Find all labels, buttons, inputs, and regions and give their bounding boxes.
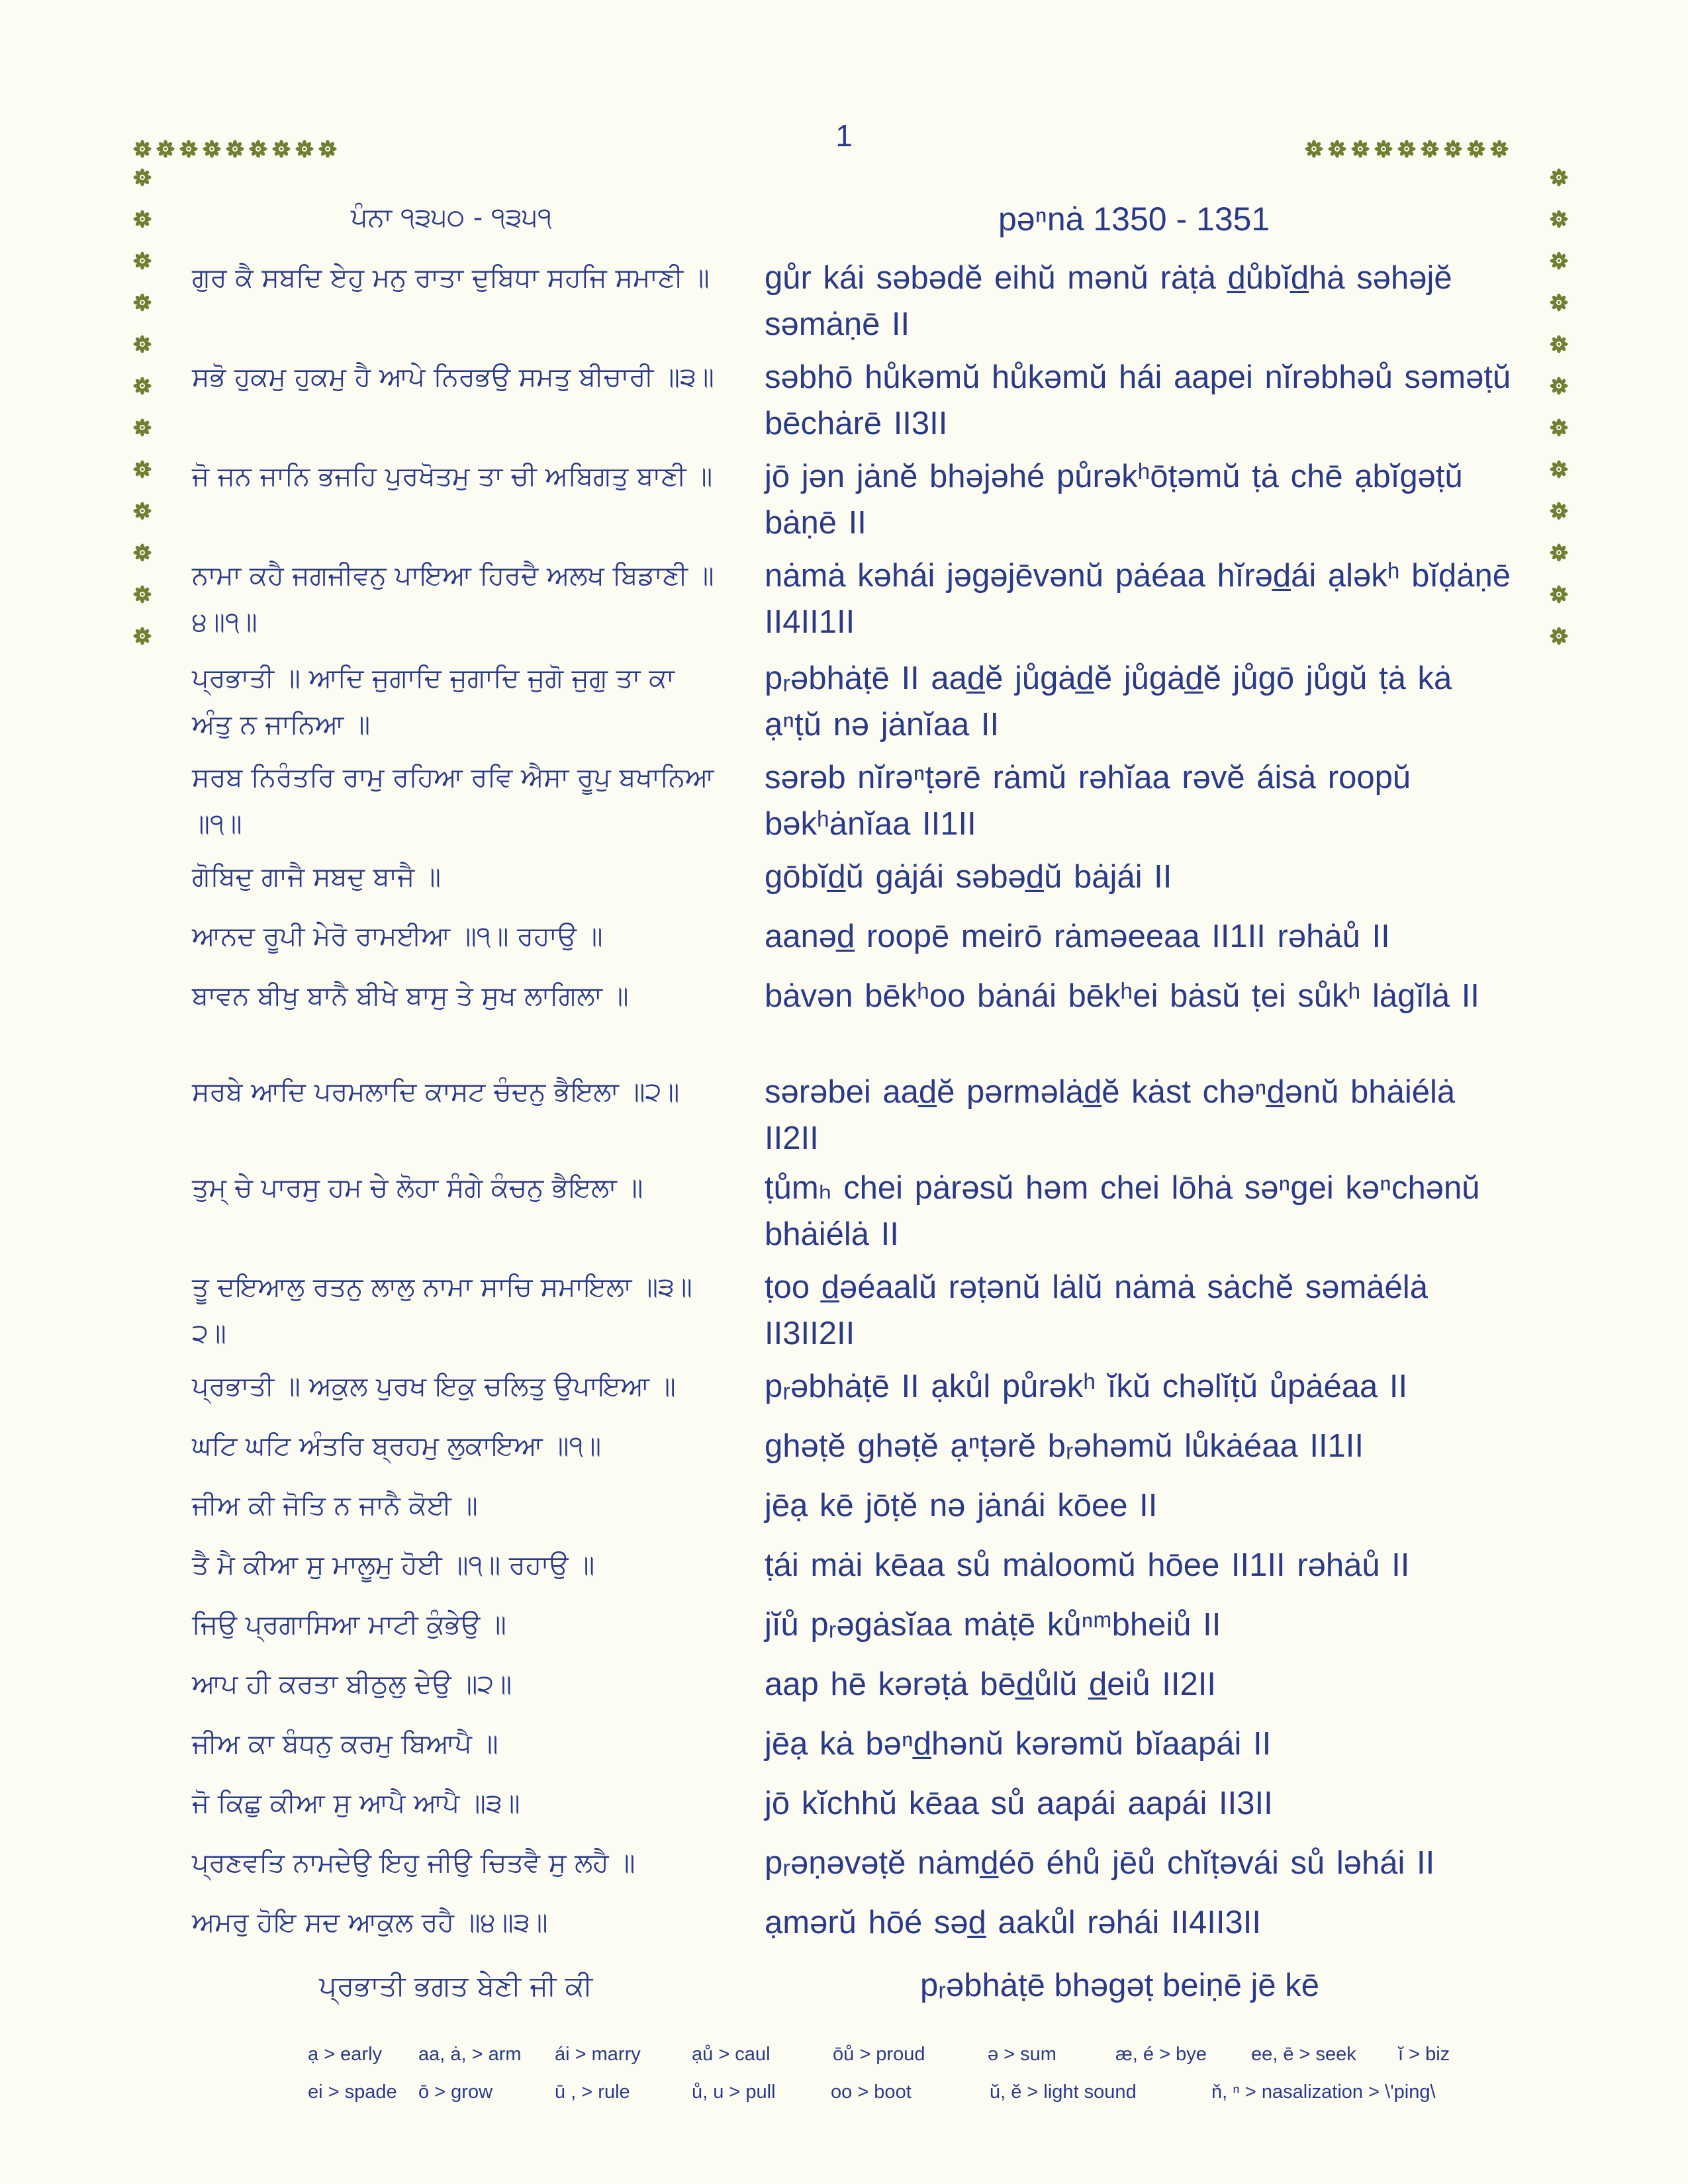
flower-ornament-icon xyxy=(1550,627,1568,645)
flower-ornament-icon xyxy=(133,627,152,645)
transliteration-text: gōbĭd̲ŭ gȧjái səbəd̲ŭ bȧjái II xyxy=(765,859,1172,895)
gurmukhi-text: ਆਨਦ ਰੂਪੀ ਮੇਰੋ ਰਾਮਈਆ ॥੧॥ ਰਹਾਉ ॥ xyxy=(192,921,603,952)
flower-ornament-icon xyxy=(318,140,337,158)
gurmukhi-text: ਅਮਰੁ ਹੋਇ ਸਦ ਆਕੁਲ ਰਹੈ ॥੪॥੩॥ xyxy=(192,1907,548,1938)
page-heading xyxy=(0,199,1688,245)
gurmukhi-text: ਗੁਰ ਕੈ ਸਬਦਿ ਏਹੁ ਮਨੁ ਰਾਤਾ ਦੁਬਿਧਾ ਸਹਜਿ ਸਮਾਣੀ ॥ xyxy=(192,263,710,293)
flower-ornament-icon xyxy=(1328,140,1346,158)
legend-item: ōů > proud xyxy=(833,2044,925,2065)
transliteration-text: jō jən jȧnĕ bhəjəhé půrəkʰōṭəmŭ ṭȧ chē ạbĭgəṭŭ bȧṇē II xyxy=(765,459,1463,541)
flower-ornament-icon xyxy=(156,140,175,158)
legend-item: ō > grow xyxy=(418,2081,493,2103)
flower-ornament-icon xyxy=(1490,140,1509,158)
transliteration-text: ṭái mȧi kēaa sů mȧloomŭ hōee II1II rəhȧů II xyxy=(765,1547,1410,1583)
flower-ornament-icon xyxy=(1550,377,1568,395)
gurmukhi-text: ਜਿਉ ਪ੍ਰਗਾਸਿਆ ਮਾਟੀ ਕੁੰਭੇਉ ॥ xyxy=(192,1610,506,1640)
legend-item: ạů > caul xyxy=(692,2044,771,2065)
flower-ornament-icon xyxy=(1550,502,1568,520)
pronunciation-legend-row-1 xyxy=(0,2044,1688,2070)
transliteration-text: jēạ kȧ bəⁿd̲hənŭ kərəmŭ bĭaapái II xyxy=(765,1726,1272,1762)
footer-title-gurmukhi: ਪ੍ਰਭਾਤੀ ਭਗਤ ਬੇਣੀ ਜੀ ਕੀ xyxy=(319,1970,593,2002)
flower-ornament-icon xyxy=(1550,168,1568,187)
legend-item: oo > boot xyxy=(831,2081,912,2103)
flower-ornament-icon xyxy=(1550,418,1568,437)
gurmukhi-text: ਪ੍ਰਭਾਤੀ ॥ ਆਦਿ ਜੁਗਾਦਿ ਜੁਗਾਦਿ ਜੁਗੋ ਜੁਗੁ ਤਾ ਕਾ ਅੰਤੁ ਨ ਜਾਨਿਆ ॥ xyxy=(192,663,675,740)
transliteration-text: ṭůmₕ chei pȧrəsŭ həm chei lōhȧ səⁿgei kəⁿchənŭ bhȧiélȧ II xyxy=(765,1170,1480,1252)
flower-ornament-icon xyxy=(203,140,221,158)
heading-gurmukhi: ਪੰਨਾ ੧੩੫੦ - ੧੩੫੧ xyxy=(351,203,552,233)
gurmukhi-text: ਤੁਮ੍ ਚੇ ਪਾਰਸੁ ਹਮ ਚੇ ਲੋਹਾ ਸੰਗੇ ਕੰਚਨੁ ਭੈਇਲਾ ॥ xyxy=(192,1173,643,1203)
flower-ornament-icon xyxy=(1550,293,1568,312)
transliteration-text: ṭoo d̲əéaalŭ rəṭənŭ lȧlŭ nȧmȧ sȧchĕ səmȧélȧ II3II2II xyxy=(765,1269,1428,1351)
transliteration-text: gůr kái səbədĕ eihŭ mənŭ rȧṭȧ d̲ůbĭd̲hȧ səhəjĕ səmȧṇē II xyxy=(765,260,1452,342)
legend-item: ů, u > pull xyxy=(692,2081,776,2103)
gurmukhi-text: ਜੀਅ ਕਾ ਬੰਧਨੁ ਕਰਮੁ ਬਿਆਪੈ ॥ xyxy=(192,1729,498,1759)
transliteration-text: pᵣəṇəvəṭĕ nȧmd̲éō éhů jēů chĭṭəvái sů ləhái II xyxy=(765,1845,1435,1881)
flower-ornament-icon xyxy=(1374,140,1393,158)
transliteration-text: jēạ kē jōṭĕ nə jȧnái kōee II xyxy=(765,1488,1158,1524)
flower-ornament-icon xyxy=(1444,140,1462,158)
transliteration-text: pᵣəbhȧṭē II ạkůl půrəkʰ ĭkŭ chəlĭṭŭ ůpȧéaa II xyxy=(765,1369,1408,1404)
flower-ornament-icon xyxy=(249,140,267,158)
flower-ornament-icon xyxy=(1550,543,1568,562)
legend-item: ū , > rule xyxy=(555,2081,630,2103)
flower-ornament-icon xyxy=(133,335,152,353)
flower-ornament-icon xyxy=(1305,140,1323,158)
flower-ornament-icon xyxy=(1550,460,1568,478)
legend-item: ei > spade xyxy=(308,2081,397,2103)
flower-ornament-icon xyxy=(179,140,198,158)
legend-item: ň, ⁿ > nasalization > \'ping\ xyxy=(1211,2081,1436,2103)
transliteration-text: səbhō hůkəmŭ hůkəmŭ hái aapei nĭrəbhəů səməṭŭ bēchȧrē II3II xyxy=(765,359,1511,441)
gurmukhi-text: ਪ੍ਰਣਵਤਿ ਨਾਮਦੇਉ ਇਹੁ ਜੀਉ ਚਿਤਵੈ ਸੁ ਲਹੈ ॥ xyxy=(192,1848,635,1878)
flower-ornament-icon xyxy=(1351,140,1370,158)
gurmukhi-text: ਸਰਬੇ ਆਦਿ ਪਰਮਲਾਦਿ ਕਾਸਟ ਚੰਦਨੁ ਭੈਇਲਾ ॥੨॥ xyxy=(192,1077,680,1107)
transliteration-text: aanəd̲ roopē meirō rȧməeeaa II1II rəhȧů II xyxy=(765,919,1390,954)
legend-item: ái > marry xyxy=(555,2044,641,2065)
flower-ornament-icon xyxy=(1397,140,1416,158)
gurmukhi-text: ਗੋਬਿਦੁ ਗਾਜੈ ਸਬਦੁ ਬਾਜੈ ॥ xyxy=(192,862,441,892)
gurmukhi-text: ਸਰਬ ਨਿਰੰਤਰਿ ਰਾਮੁ ਰਹਿਆ ਰਵਿ ਐਸਾ ਰੂਪੁ ਬਖਾਨਿਆ ॥੧॥ xyxy=(192,762,714,839)
transliteration-text: sərəb nĭrəⁿṭərē rȧmŭ rəhĭaa rəvĕ áisȧ roopŭ bəkʰȧnĭaa II1II xyxy=(765,760,1411,842)
gurmukhi-text: ਬਾਵਨ ਬੀਖੁ ਬਾਨੈ ਬੀਖੇ ਬਾਸੁ ਤੇ ਸੁਖ ਲਾਗਿਲਾ ॥ xyxy=(192,981,629,1011)
flower-ornament-icon xyxy=(133,251,152,270)
flower-ornament-icon xyxy=(1550,585,1568,604)
legend-item: ee, ē > seek xyxy=(1251,2044,1356,2065)
transliteration-text: aap hē kərəṭȧ bēd̲ůlŭ d̲eiů II2II xyxy=(765,1666,1217,1702)
pronunciation-legend-row-2 xyxy=(0,2081,1688,2108)
heading-transliteration: pəⁿnȧ 1350 - 1351 xyxy=(998,201,1270,238)
transliteration-text: ạmərŭ hōé səd̲ aakůl rəhái II4II3II xyxy=(765,1905,1261,1940)
flower-ornament-icon xyxy=(272,140,291,158)
page-number: 1 xyxy=(835,118,853,153)
flower-ornament-icon xyxy=(133,168,152,187)
flower-ornament-icon xyxy=(1550,251,1568,270)
flower-ornament-icon xyxy=(226,140,244,158)
gurmukhi-text: ਜੋ ਜਨ ਜਾਨਿ ਭਜਹਿ ਪੁਰਖੋਤਮੁ ਤਾ ਚੀ ਅਬਿਗਤੁ ਬਾਣੀ ॥ xyxy=(192,461,713,492)
flower-ornament-icon xyxy=(295,140,314,158)
legend-item: ə > sum xyxy=(988,2044,1056,2065)
legend-item: æ, é > bye xyxy=(1115,2044,1207,2065)
gurmukhi-text: ਘਟਿ ਘਟਿ ਅੰਤਰਿ ਬ੍ਰਹਮੁ ਲੁਕਾਇਆ ॥੧॥ xyxy=(192,1431,602,1461)
legend-item: aa, ȧ, > arm xyxy=(418,2044,522,2065)
flower-ornament-icon xyxy=(133,377,152,395)
flower-ornament-icon xyxy=(1550,335,1568,353)
footer-title-transliteration: pᵣəbhȧṭē bhəgəṭ beiṇē jē kē xyxy=(920,1968,1319,2003)
flower-ornament-icon xyxy=(133,140,152,158)
flower-ornament-icon xyxy=(133,585,152,604)
transliteration-text: jĭů pᵣəgȧsĭaa mȧṭē kůⁿᵐbheiů II xyxy=(765,1607,1221,1643)
flower-ornament-icon xyxy=(133,418,152,437)
flower-ornament-icon xyxy=(133,293,152,312)
gurmukhi-text: ਨਾਮਾ ਕਹੈ ਜਗਜੀਵਨੁ ਪਾਇਆ ਹਿਰਦੈ ਅਲਖ ਬਿਡਾਣੀ ॥੪॥੧॥ xyxy=(192,561,714,637)
gurmukhi-text: ਸਭੋ ਹੁਕਮੁ ਹੁਕਮੁ ਹੈ ਆਪੇ ਨਿਰਭਉ ਸਮਤੁ ਬੀਚਾਰੀ ॥੩॥ xyxy=(192,362,714,392)
transliteration-text: jō kĭchhŭ kēaa sů aapái aapái II3II xyxy=(765,1786,1273,1821)
transliteration-text: ghəṭĕ ghəṭĕ ạⁿṭərĕ bᵣəhəmŭ lůkȧéaa II1II xyxy=(765,1428,1364,1464)
gurmukhi-text: ਪ੍ਰਭਾਤੀ ॥ ਅਕੁਲ ਪੁਰਖ ਇਕੁ ਚਲਿਤੁ ਉਪਾਇਆ ॥ xyxy=(192,1371,676,1402)
flower-ornament-icon xyxy=(133,460,152,478)
gurmukhi-text: ਤੂ ਦਇਆਲੁ ਰਤਨੁ ਲਾਲੁ ਨਾਮਾ ਸਾਚਿ ਸਮਾਇਲਾ ॥੩॥੨॥ xyxy=(192,1272,692,1349)
gurmukhi-text: ਆਪ ਹੀ ਕਰਤਾ ਬੀਠੁਲੁ ਦੇਉ ॥੨॥ xyxy=(192,1669,512,1700)
flower-ornament-icon xyxy=(133,502,152,520)
legend-item: ŭ, ĕ > light sound xyxy=(990,2081,1137,2103)
transliteration-text: pᵣəbhȧṭē II aad̲ĕ jůgȧd̲ĕ jůgȧd̲ĕ jůgō jůgŭ ṭȧ kȧ ạⁿṭŭ nə jȧnĭaa II xyxy=(765,660,1452,743)
next-section-title xyxy=(0,1966,1688,2012)
legend-item: ạ > early xyxy=(308,2044,383,2065)
gurmukhi-text: ਤੈ ਮੈ ਕੀਆ ਸੁ ਮਾਲੂਮੁ ਹੋਈ ॥੧॥ ਰਹਾਉ ॥ xyxy=(192,1550,595,1580)
transliteration-text: sərəbei aad̲ĕ pərməlȧd̲ĕ kȧst chəⁿd̲ənŭ bhȧiélȧ II2II xyxy=(765,1074,1456,1156)
flower-ornament-icon xyxy=(133,543,152,562)
transliteration-text: bȧvən bēkʰoo bȧnái bēkʰei bȧsŭ ṭei sůkʰ lȧgĭlȧ II xyxy=(765,978,1479,1014)
gurmukhi-text: ਜੋ ਕਿਛੁ ਕੀਆ ਸੁ ਆਪੈ ਆਪੈ ॥੩॥ xyxy=(192,1788,520,1819)
flower-ornament-icon xyxy=(1467,140,1485,158)
gurmukhi-text: ਜੀਅ ਕੀ ਜੋਤਿ ਨ ਜਾਨੈ ਕੋਈ ॥ xyxy=(192,1490,478,1521)
flower-ornament-icon xyxy=(1421,140,1439,158)
legend-item: ĭ > biz xyxy=(1398,2044,1450,2065)
transliteration-text: nȧmȧ kəhái jəgəjēvənŭ pȧéaa hĭrəd̲ái ạləkʰ bĭḍȧṇē II4II1II xyxy=(765,558,1511,640)
